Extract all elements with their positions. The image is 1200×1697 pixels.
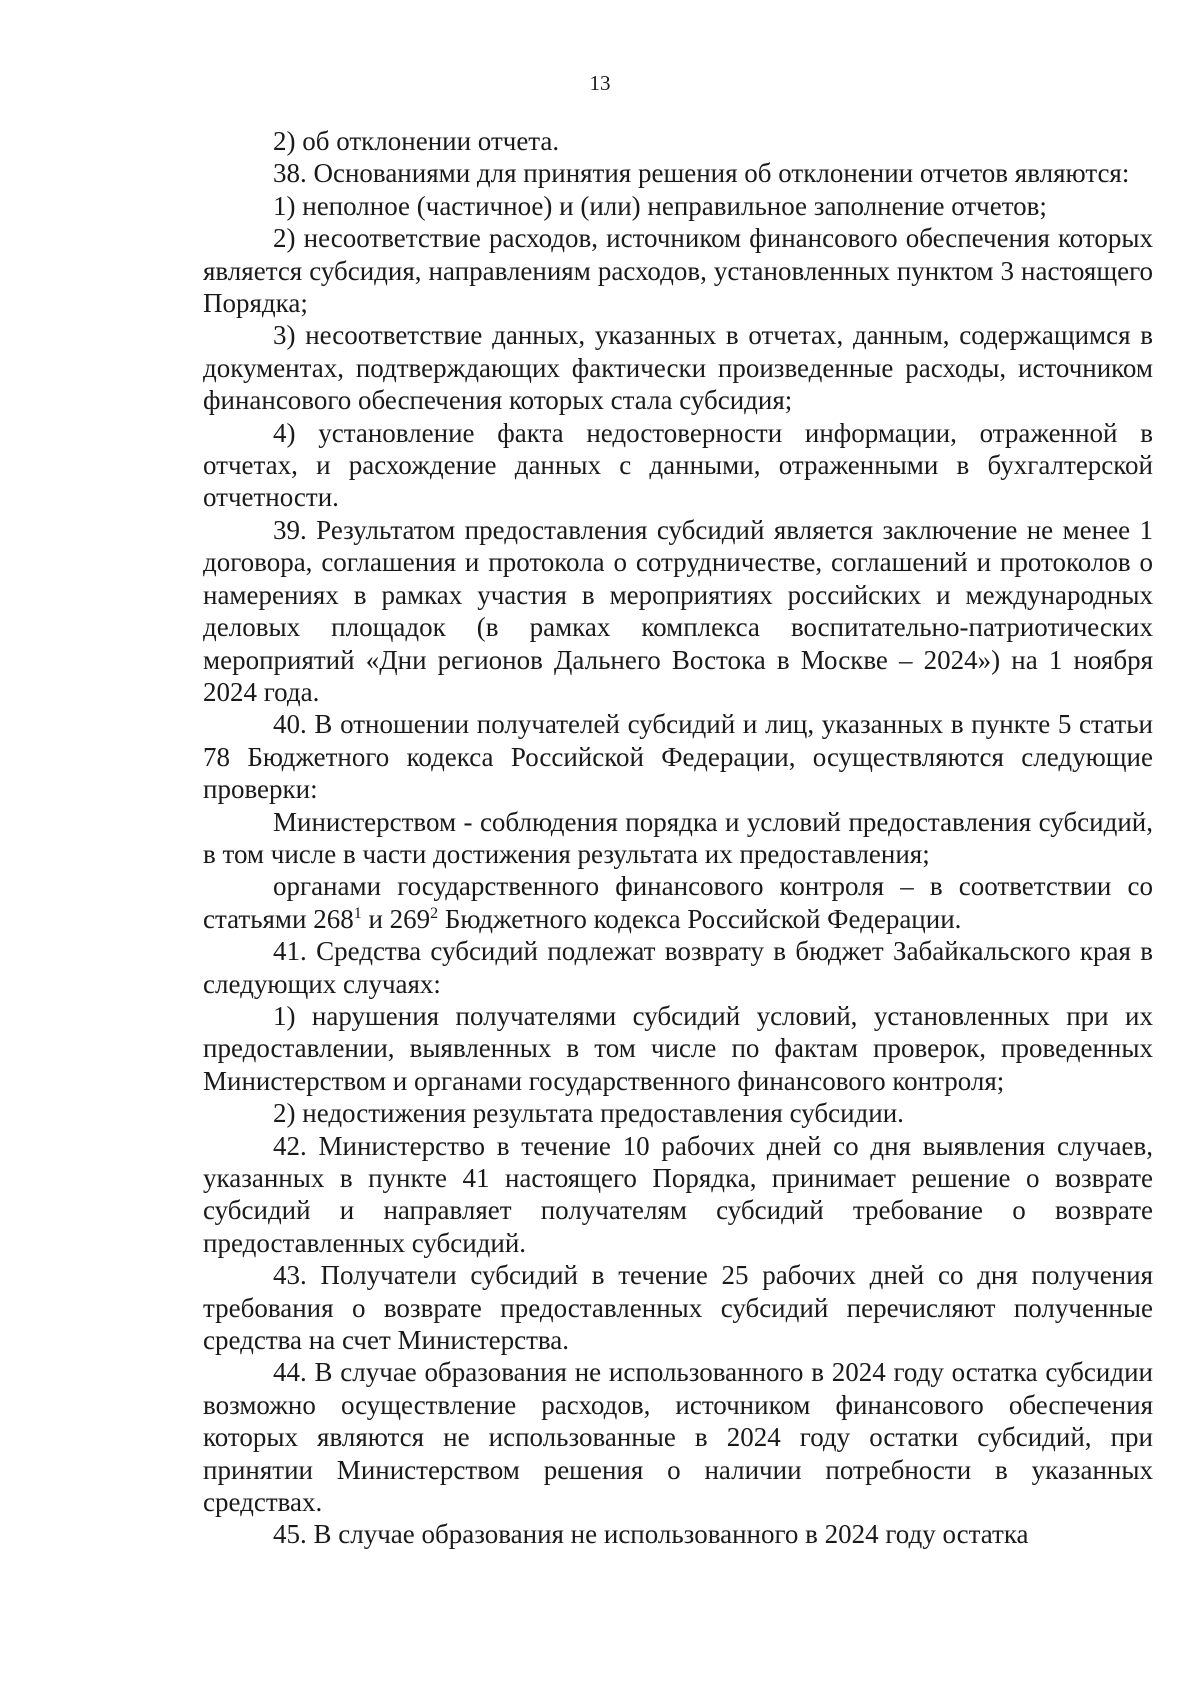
- paragraph-40-ministry-checks: Министерством - соблюдения порядка и условий предоставления субсидий, в том числе в части достижения результата их предоставления;: [203, 806, 1153, 869]
- paragraph-43: 43. Получатели субсидий в течение 25 рабочих дней со дня получения требования о возврате предоставленных субсидий перечисляют полученные средства на счет Министерства.: [203, 1260, 1153, 1356]
- financial-control-text-start: органами государственного финансового контроля – в соответствии со статьями 268: [203, 871, 1153, 934]
- page-number: 13: [589, 71, 611, 95]
- paragraph-38-item-4: 4) установление факта недостоверности информации, отраженной в отчетах, и расхождение данных с данными, отраженными в бухгалтерской отчетности.: [203, 417, 1153, 513]
- document-body: [203, 125, 1153, 1550]
- paragraph-41-item-1: 1) нарушения получателями субсидий условий, установленных при их предоставлении, выявленных в том числе по фактам проверок, проведенных Министерством и органами государственного финансового контроля;: [203, 1000, 1153, 1096]
- financial-control-text-end: Бюджетного кодекса Российской Федерации.: [438, 903, 962, 934]
- paragraph-45: 45. В случае образования не использованного в 2024 году остатка: [273, 1519, 1029, 1550]
- paragraph-42: 42. Министерство в течение 10 рабочих дней со дня выявления случаев, указанных в пункте 41 настоящего Порядка, принимает решение о возврате субсидий и направляет получателям субсидий требование о возврате предоставленных субсидий.: [203, 1130, 1153, 1258]
- financial-control-text-middle: и 269: [361, 903, 431, 934]
- article-269-superscript: 2: [430, 904, 439, 922]
- paragraph-41: 41. Средства субсидий подлежат возврату в бюджет Забайкальского края в следующих случаях:: [203, 936, 1153, 999]
- paragraph-39: 39. Результатом предоставления субсидий является заключение не менее 1 договора, соглашения и протокола о сотрудничестве, соглашений и протоколов о намерениях в рамках участия в мероприятиях российских и международных деловых площадок (в рамках комплекса воспитательно-патриотических мероприятий «Дни регионов Дальнего Востока в Москве – 2024») на 1 ноября 2024 года.: [203, 514, 1153, 707]
- article-268-superscript: 1: [353, 904, 362, 922]
- paragraph-38-item-2: 2) несоответствие расходов, источником финансового обеспечения которых является субсидия, направлениям расходов, установленных пунктом 3 настоящего Порядка;: [203, 223, 1153, 319]
- paragraph-41-item-2: 2) недостижения результата предоставления субсидии.: [273, 1098, 904, 1129]
- paragraph-40-financial-control: [203, 870, 1153, 935]
- paragraph-38-item-1: 1) неполное (частичное) и (или) неправильное заполнение отчетов;: [273, 190, 1047, 221]
- paragraph-44: 44. В случае образования не использованного в 2024 году остатка субсидии возможно осуществление расходов, источником финансового обеспечения которых являются не использованные в 2024 году остатки субсидий, при принятии Министерством решения о наличии потребности в указанных средствах.: [203, 1357, 1153, 1518]
- paragraph-38: 38. Основаниями для принятия решения об отклонении отчетов являются:: [273, 158, 1130, 189]
- paragraph-38-item-3: 3) несоответствие данных, указанных в отчетах, данным, содержащимся в документах, подтверждающих фактически произведенные расходы, источником финансового обеспечения которых стала субсидия;: [203, 320, 1153, 416]
- paragraph-37-item-2: 2) об отклонении отчета.: [273, 126, 560, 156]
- paragraph-40: 40. В отношении получателей субсидий и лиц, указанных в пункте 5 статьи 78 Бюджетного кодекса Российской Федерации, осуществляются следующие проверки:: [203, 709, 1153, 805]
